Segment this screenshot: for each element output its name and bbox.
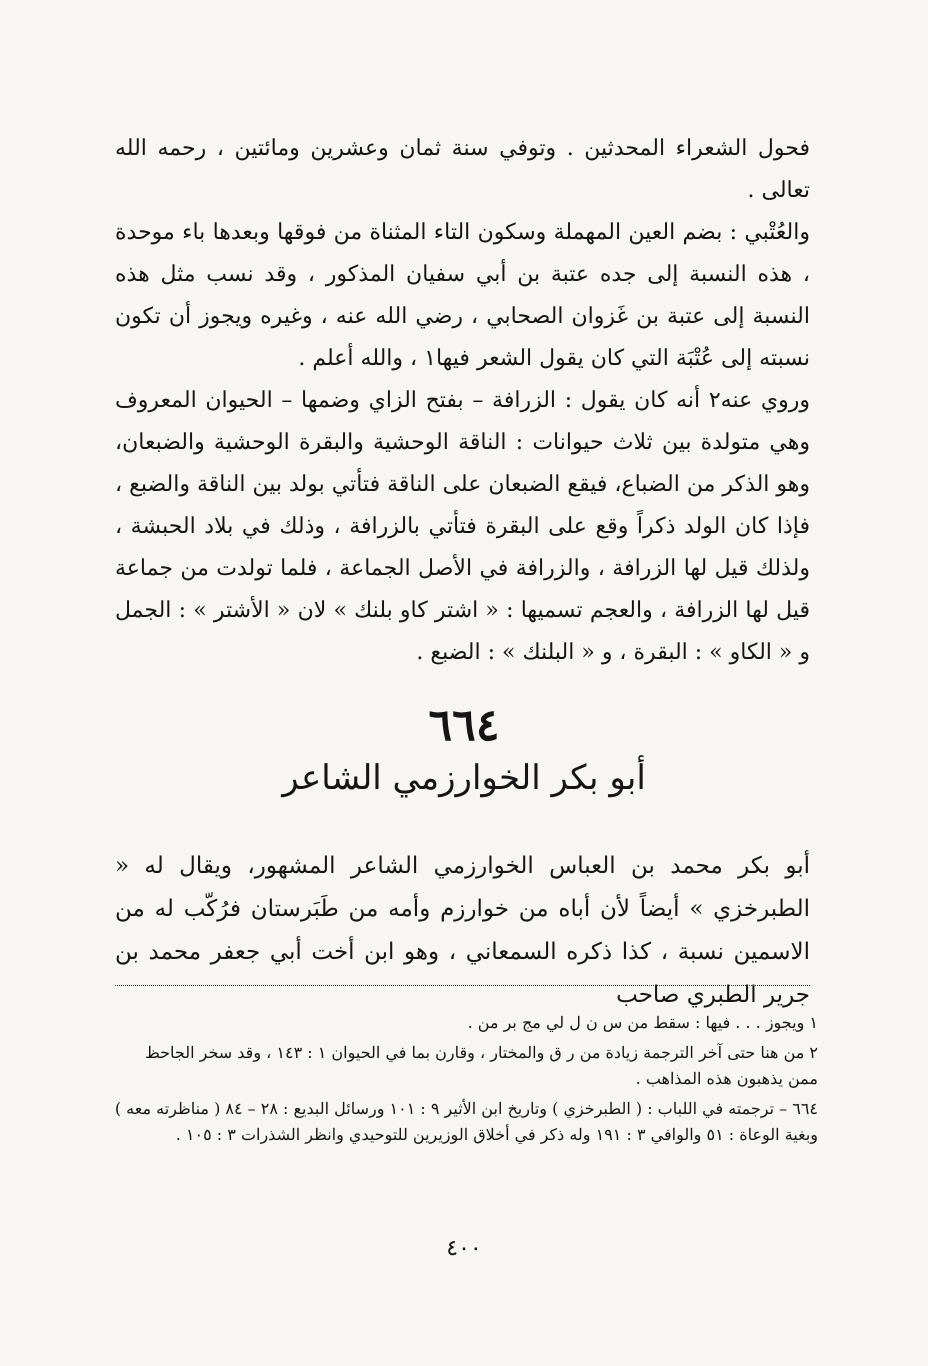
page-number: ٤٠٠ xyxy=(446,1236,482,1261)
footnote-1: ١ ويجوز . . . فيها : سقط من س ن ل لي مج بر من . xyxy=(467,1013,818,1032)
entry-number: ٦٦٤ xyxy=(428,700,500,751)
footnote-divider xyxy=(115,985,810,986)
footnote-3: ٦٦٤ – ترجمته في اللباب : ( الطبرخزي ) وتاريخ ابن الأثير ٩ : ١٠١ ورسائل البديع : ٢٨ – ٨٤ ( مناظرته معه ) وبغية الوعاة : ٥١ والوافي ٣ : ١٩١ وله ذكر في أخلاق الوزيرين للتوحيدي وانظر الشذرات ٣ : ١٠٥ . xyxy=(114,1099,818,1144)
entry-title: أبو بكر الخوارزمي الشاعر xyxy=(282,758,646,798)
entry-text-block xyxy=(115,845,810,1017)
footnote-2: ٢ من هنا حتى آخر الترجمة زيادة من ر ق والمختار ، وقارن بما في الحيوان ١ : ١٤٣ ، وقد سخر الجاحظ ممن يذهبون هذه المذاهب . xyxy=(144,1043,818,1088)
paragraph-2: والعُتْبي : بضم العين المهملة وسكون التاء المثناة من فوقها وبعدها باء موحدة ، هذه النسبة إلى جده عتبة بن أبي سفيان المذكور ، وقد نسب مثل هذه النسبة إلى عتبة بن غَزوان الصحابي ، رضي الله عنه ، وغيره ويجوز أن تكون نسبته إلى عُتْبَة التي كان يقول الشعر فيها١ ، والله أعلم . xyxy=(115,220,810,371)
paragraph-1: فحول الشعراء المحدثين . وتوفي سنة ثمان وعشرين ومائتين ، رحمه الله تعالى . xyxy=(115,136,810,203)
footnotes xyxy=(113,1010,818,1152)
continued-text-block xyxy=(115,128,810,674)
entry-paragraph: أبو بكر محمد بن العباس الخوارزمي الشاعر المشهور، ويقال له « الطبرخزي » أيضاً لأن أباه من خوارزم وأمه من طَبَرستان فرُكّب له من الاسمين نسبة ، كذا ذكره السمعاني ، وهو ابن أخت أبي جعفر محمد بن جرير الطبري صاحب xyxy=(115,853,810,1008)
paragraph-3: وروي عنه٢ أنه كان يقول : الزرافة – بفتح الزاي وضمها – الحيوان المعروف وهي متولدة بين ثلاث حيوانات : الناقة الوحشية والبقرة الوحشية والضبعان، وهو الذكر من الضباع، فيقع الضبعان على الناقة فتأتي بولد بين الناقة والضبع ، فإذا كان الولد ذكراً وقع على البقرة فتأتي بالزرافة ، وذلك في بلاد الحبشة ، ولذلك قيل لها الزرافة ، والزرافة في الأصل الجماعة ، فلما تولدت من جماعة قيل لها الزرافة ، والعجم تسميها : « اشتر كاو بلنك » لان « الأشتر » : الجمل و « الكاو » : البقرة ، و « البلنك » : الضبع . xyxy=(115,388,810,665)
